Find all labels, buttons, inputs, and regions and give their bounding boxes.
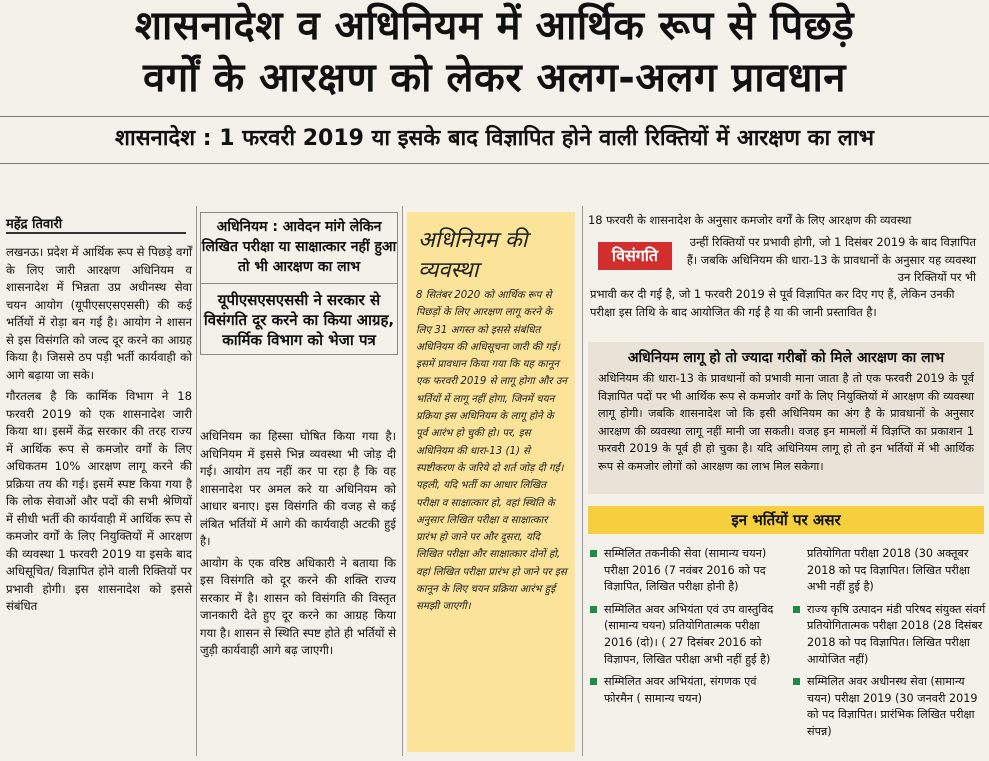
list-item: राज्य कृषि उत्पादन मंडी परिषद संयुक्त संवर्ग प्रतियोगितात्मक परीक्षा 2018 (28 दिसंबर 2018 को पद विज्ञापित। लिखित परीक्षा आयोजित नहीं) [793,602,987,668]
highlight-box [200,212,398,355]
highlight-quote: यूपीएसएसएससी ने सरकार से विसंगति दूर करने का किया आग्रह, कार्मिक विभाग को भेजा पत्र [201,283,397,350]
headline-line-1: शासनादेश व अधिनियम में आर्थिक रूप से पिछड़े [134,3,855,49]
benefit-body: अधिनियम की धारा-13 के प्रावधानों को प्रभावी माना जाता है तो एक फरवरी 2019 के पूर्व विज्ञापित पदों पर भी आर्थिक रूप से कमजोर वर्गों के लिए नियुक्तियों में आरक्षण की व्यवस्था लागू होगी। जबकि शासनादेश जो कि इसी अधिनियम का अंग है के प्रावधानों के अनुसार आरक्षण की व्यवस्था लागू नहीं मानी जा सकती। वजह इन मामलों में विज्ञप्ति का प्रकाशन 1 फरवरी 2019 के पूर्व ही हो चुका है। यदि अधिनियम लागू हो तो इन भर्तियों में भी आर्थिक रूप से कमजोर लोगों को आरक्षण का लाभ मिल सकेगा। [598,372,974,473]
article-column-2 [200,428,396,664]
bullet-icon [590,678,597,685]
discrepancy-text-b: प्रभावी कर दी गई है, जो 1 फरवरी 2019 से पूर्व विज्ञापित कर दिए गए हैं, लेकिन उनकी परीक्षा इस तिथि के बाद आयोजित की गई है या की जानी प्रस्तावित है। [590,287,955,319]
column-divider [196,206,197,756]
benefit-title: अधिनियम लागू हो तो ज्यादा गरीबों को मिले आरक्षण का लाभ [627,350,945,366]
bullet-icon [590,550,597,557]
discrepancy-text-a: उन्हीं रिक्तियों पर प्रभावी होगी, जो 1 दिसंबर 2019 के बाद विज्ञापित हैं। जबकि अधिनियम की धारा-13 के प्रावधानों के अनुसार यह व्यवस्था उन रिक्तियों पर भी [686,235,976,284]
column-divider [402,206,403,756]
paragraph: आयोग के एक वरिष्ठ अधिकारी ने बताया कि इस विसंगति को दूर करने की शक्ति राज्य सरकार में है। शासन को विसंगति की विस्तृत जानकारी देते हुए दूर करने का आग्रह किया गया है। शासन से स्थिति स्पष्ट होते ही भर्तियों से जुड़ी कार्यवाही आगे बढ़ जाएगी। [200,555,396,657]
subheadline: शासनादेश : 1 फरवरी 2019 या इसके बाद विज्ञापित होने वाली रिक्तियों में आरक्षण का लाभ [0,116,989,164]
column-divider [582,206,583,756]
headline [0,0,989,104]
impact-list-left [590,546,780,713]
highlight-quote: अधिनियम : आवेदन मांगे लेकिन लिखित परीक्षा या साक्षात्कार नहीं हुआ तो भी आरक्षण का लाभ [201,219,397,275]
article-column-1 [6,244,192,620]
impact-list-right [793,546,987,747]
act-sidebar-title: अधिनियम की व्यवस्था [418,228,528,283]
paragraph: लखनऊ। प्रदेश में आर्थिक रूप से पिछड़े वर्गों के लिए जारी आरक्षण अधिनियम व शासनादेश में भिन्नता उप्र अधीनस्थ सेवा चयन आयोग (यूपीएसएसएससी) की कई भर्तियों में रोड़ा बन गई है। आयोग ने शासन से इस विसंगति को जल्द दूर करने का आग्रह किया है। जिससे ठप पड़ी भर्ती कार्यवाही को आगे बढ़ाया जा सके। [6,245,192,382]
benefit-box [588,342,984,494]
paragraph: गौरतलब है कि कार्मिक विभाग ने 18 फरवरी 2019 को एक शासनादेश जारी किया था। इसमें केंद्र सरकार की तरह राज्य में आर्थिक रूप से कमजोर वर्गों के लिए अधिकतम 10% आरक्षण लागू करने की प्रक्रिया तय की गई। इसमें स्पष्ट किया गया है कि लोक सेवाओं और पदों की सभी श्रेणियों में सीधी भर्ती की कार्यवाही में आर्थिक रूप से कमजोर वर्गों के लिए नियुक्तियों में आरक्षण की व्यवस्था 1 फरवरी 2019 या इसके बाद अधिसूचित/ विज्ञापित होने वाली रिक्तियों पर प्रभावी होगी। इस शासनादेश को इससे संबंधित [6,389,192,613]
bullet-icon [590,606,597,613]
act-sidebar-text [416,287,568,616]
headline-line-2: वर्गों के आरक्षण को लेकर अलग-अलग प्रावधान [142,55,847,101]
list-item: सम्मिलित अवर अधीनस्थ सेवा (सामान्य चयन) परीक्षा 2019 (30 जनवरी 2019 को पद विज्ञापित। प्रारंभिक लिखित परीक्षा संपन्न) [793,674,987,740]
impact-heading: इन भर्तियों पर असर [588,506,984,534]
list-item: सम्मिलित अवर अभियंता एवं उप वास्तुविद (सामान्य चयन) प्रतियोगितात्मक परीक्षा 2016 (दो)। ( 27 दिसंबर 2016 को विज्ञापन, लिखित परीक्षा अभी नहीं हुई है) [590,602,780,668]
paragraph: 8 सितंबर 2020 को आर्थिक रूप से पिछड़ों के लिए आरक्षण लागू करने के लिए 31 अगस्त को इससे संबंधित अधिनियम की अधिसूचना जारी की गई। इसमें प्रावधान किया गया कि यह कानून एक फरवरी 2019 से लागू होगा और उन भर्तियों में लागू नहीं होगा, जिनमें चयन प्रक्रिया इस अधिनियम के लागू होने के पूर्व आरंभ हो चुकी हो। पर, इस अधिनियम की धारा-13 (1) से स्पष्टीकरण के जरिये दो शर्त जोड़ दी गईं। पहली, यदि भर्ती का आधार लिखित परीक्षा व साक्षात्कार हो, वहां स्थिति के अनुसार लिखित परीक्षा व साक्षात्कार प्रारंभ हो जाने पर और दूसरा, यदि लिखित परीक्षा और साक्षात्कार दोनों हो, वहां लिखित परीक्षा प्रारंभ हो जाने पर इस कानून के लिए चयन प्रक्रिया आरंभ हुई समझी जाएगी। [416,290,567,613]
paragraph: अधिनियम का हिस्सा घोषित किया गया है। अधिनियम में इससे भिन्न व्यवस्था भी जोड़ दी गई। आयोग तय नहीं कर पा रहा है कि वह शासनादेश पर अमल करे या अधिनियम को आधार बनाए। इस विसंगति की वजह से कई लंबित भर्तियों में आगे की कार्यवाही अटकी हुई है। [200,429,396,548]
author-byline: महेंद्र तिवारी [6,214,186,234]
bullet-icon [793,606,800,613]
list-item: सम्मिलित तकनीकी सेवा (सामान्य चयन) परीक्षा 2016 (7 नवंबर 2016 को पद विज्ञापित, लिखित परीक्षा होनी है) [590,546,780,596]
list-item: सम्मिलित अवर अभियंता, संगणक एवं फोरमैन ( सामान्य चयन) [590,674,780,707]
bullet-icon [793,678,800,685]
discrepancy-tag: विसंगति [598,242,672,270]
discrepancy-intro: 18 फरवरी के शासनादेश के अनुसार कमजोर वर्गों के लिए आरक्षण की व्यवस्था [588,213,912,227]
list-item: प्रतियोगिता परीक्षा 2018 (30 अक्तूबर 2018 को पद विज्ञापित। लिखित परीक्षा अभी नहीं हुई है) [807,547,970,594]
